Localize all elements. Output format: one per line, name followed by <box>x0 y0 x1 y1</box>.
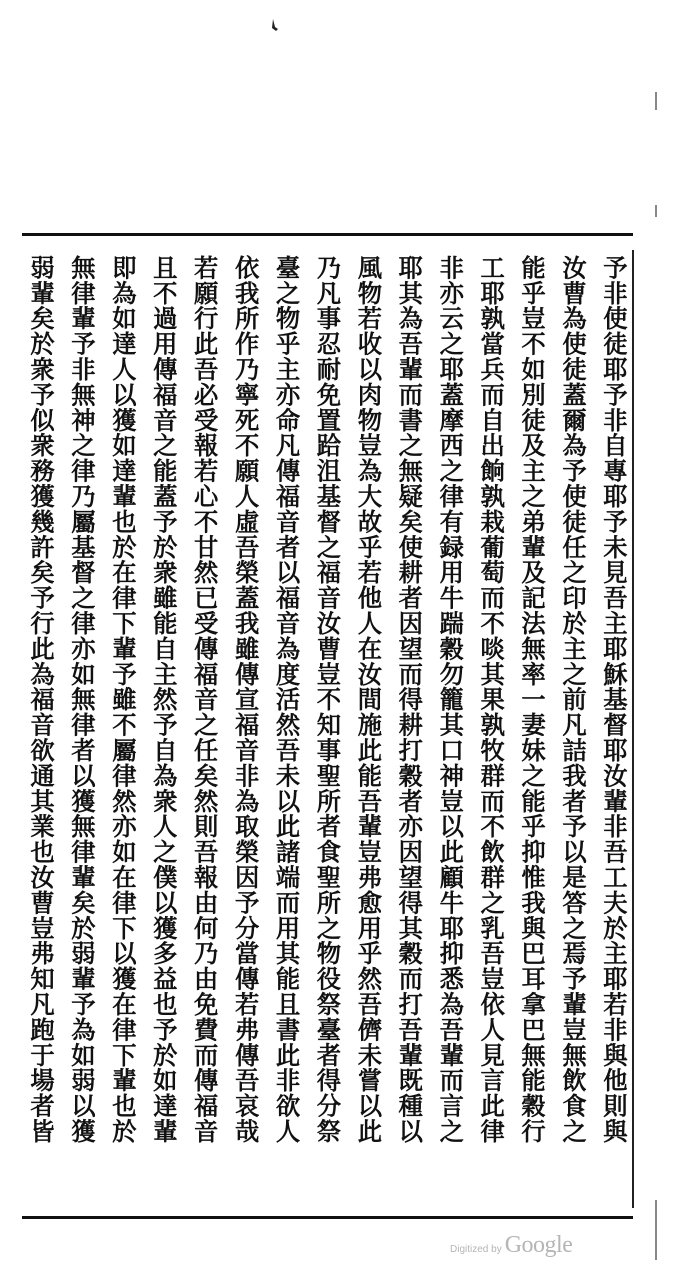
text-column-6: 耶其為吾輩而書之無疑矣使耕者因望而得耕打穀者亦因望得其穀而打吾輩既種以 <box>394 255 424 1144</box>
text-column-10: 依我所作乃寧死不願人虛吾榮蓋我雖傳宣福音非為取榮因予分當傳若弗傳吾哀哉 <box>230 255 260 1144</box>
margin-label <box>636 262 648 286</box>
ink-blot-mark <box>270 18 280 32</box>
text-column-12: 且不過用傳福音之能蓋予於衆雖能自主然予自為衆人之僕以獲多益也予於如達輩 <box>148 255 178 1144</box>
text-column-14: 無律輩予非無神之律乃屬基督之律亦如無律者以獲無律輩矣於弱輩予為如弱以獲 <box>66 255 96 1144</box>
digitized-watermark <box>450 1232 572 1262</box>
google-logo: Google <box>504 1232 573 1258</box>
text-column-7: 風物若收以肉物豈為大故乎若他人在汝間施此能吾輩豈弗愈用乎然吾儕未嘗以此 <box>353 255 383 1144</box>
margin-rule <box>632 250 634 1208</box>
text-column-8: 乃凡事忍耐免置跲沮基督之福音汝曹豈不知事聖所者食聖所之物役祭臺者得分祭 <box>312 255 342 1144</box>
page-edge-mark <box>655 1200 657 1260</box>
text-column-9: 臺之物乎主亦命凡傳福音者以福音為度活然吾未以此諸端而用其能且書此非欲人 <box>271 255 301 1144</box>
text-column-3: 能乎豈不如別徒及主之弟輩及記法無率一妻妹之能乎抑惟我與巴耳拿巴無能穀行 <box>517 255 547 1144</box>
text-column-15: 弱輩矣於衆予似衆務獲幾許矣予行此為福音欲通其業也汝曹豈弗知凡跑于場者皆 <box>26 255 55 1144</box>
text-column-1: 予非使徒耶予非自專耶予未見吾主耶穌基督耶汝輩非吾工夫於主耶若非與他則與 <box>598 255 628 1144</box>
text-column-5: 非亦云之耶蓋摩西之律有録用牛踹穀勿籠其口神豈以此顧牛耶抑悉為吾輩而言之 <box>435 255 465 1144</box>
watermark-small-text: Digitized by <box>450 1244 502 1255</box>
text-column-4: 工耶孰當兵而自出餉孰栽葡萄而不啖其果孰牧群而不飲群之乳吾豈依人見言此律 <box>476 255 506 1144</box>
text-columns <box>24 255 630 1205</box>
page-edge-mark <box>655 92 657 110</box>
text-column-11: 若願行此吾必受報若心不甘然已受傳福音之任矣然則吾報由何乃由免費而傳福音 <box>189 255 219 1144</box>
page-edge-mark <box>655 205 657 217</box>
text-column-13: 即為如達人以獲如達輩也於在律下輩予雖不屬律然亦如在律下以獲在律下輩也於 <box>107 255 137 1144</box>
text-column-2: 汝曹為使徒蓋爾為予使徒任之印於主之前凡詰我者予以是答之焉予輩豈無飲食之 <box>557 255 587 1144</box>
